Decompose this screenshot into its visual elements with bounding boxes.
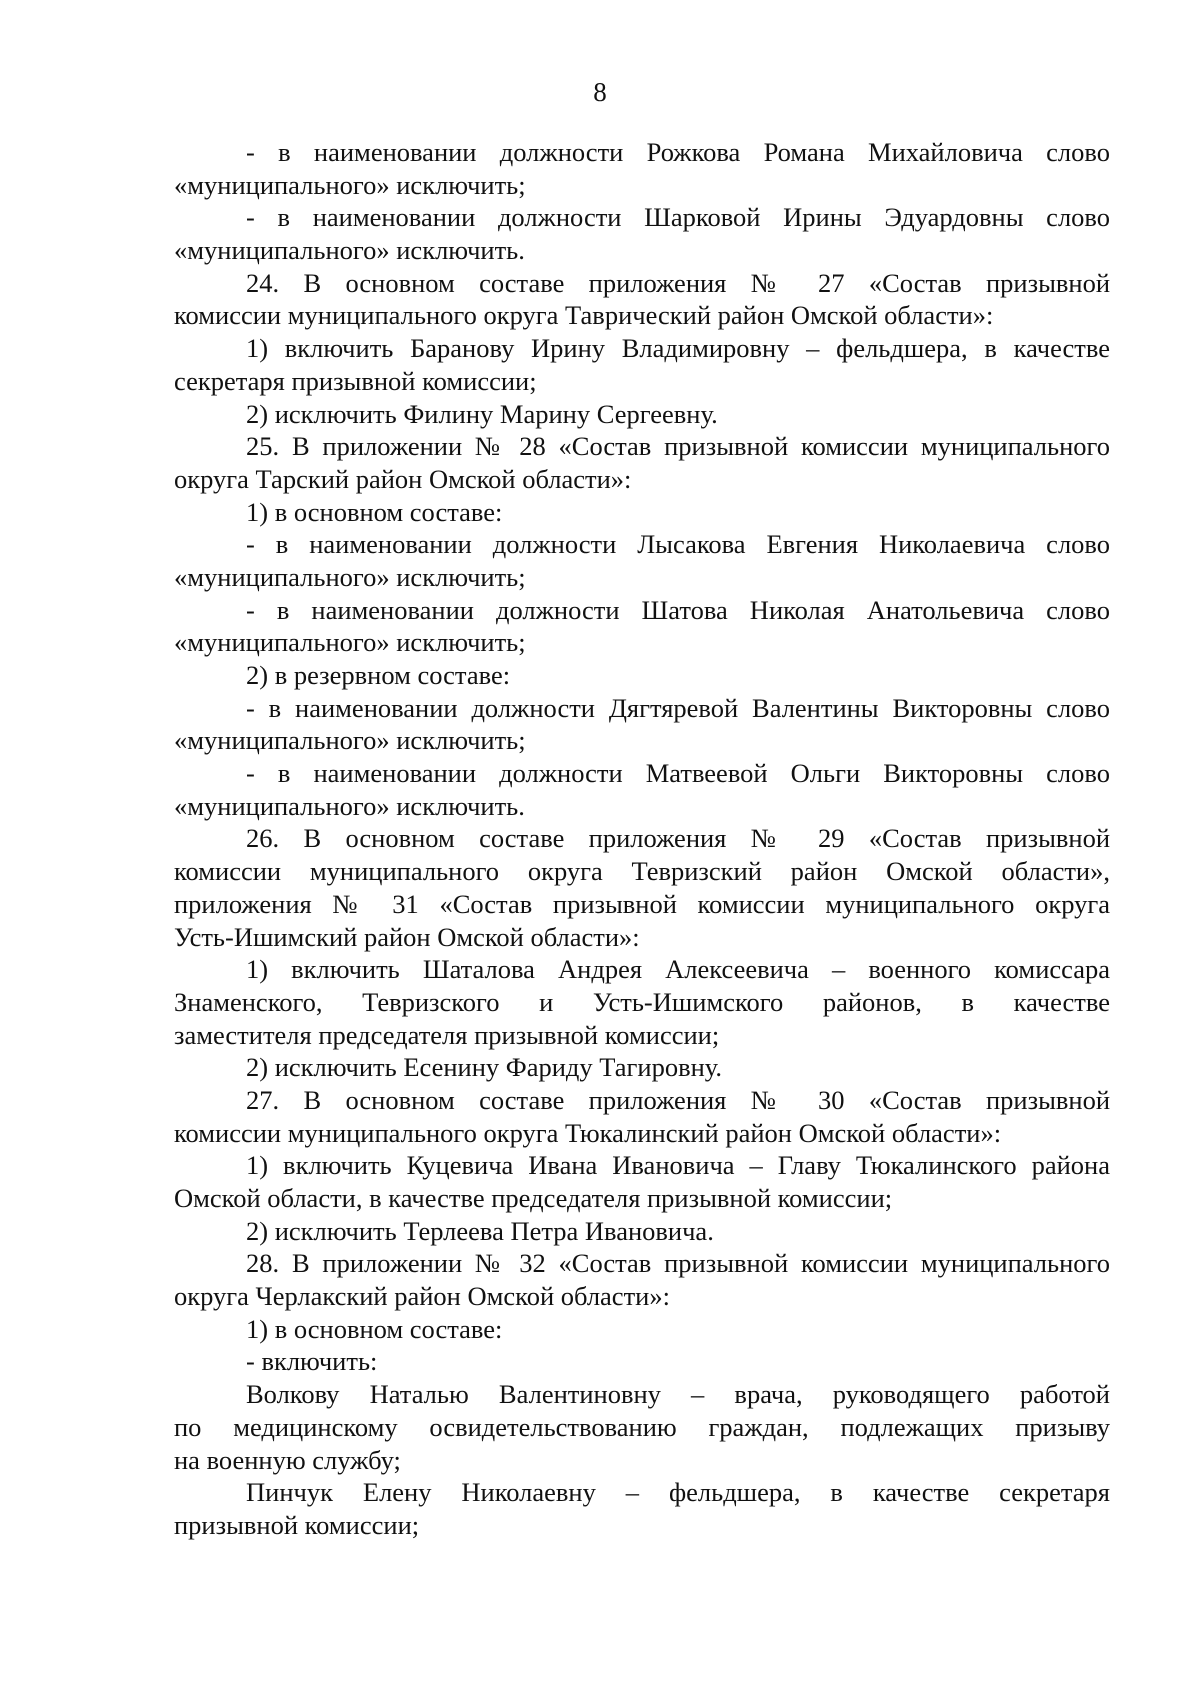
page-number: 8 bbox=[593, 77, 607, 107]
text-line: Омской области, в качестве председателя призывной комиссии; bbox=[174, 1183, 893, 1213]
text-line: Усть-Ишимский район Омской области»: bbox=[174, 921, 640, 952]
text-line: округа Тарский район Омской области»: bbox=[174, 463, 632, 494]
text-line: «муниципального» исключить; bbox=[174, 627, 526, 658]
text-line: 1) включить Шаталова Андрея Алексеевича – военного комиссара bbox=[246, 954, 1110, 985]
text-line: «муниципального» исключить. bbox=[174, 790, 525, 821]
text-line: комиссии муниципального округа Тюкалинский район Омской области»: bbox=[174, 1117, 1002, 1148]
text-line: заместителя председателя призывной комиссии; bbox=[174, 1019, 720, 1050]
document-body bbox=[174, 136, 1110, 1542]
text-line: 26. В основном составе приложения № 29 «Состав призывной bbox=[246, 823, 1110, 854]
text-line: приложения № 31 «Состав призывной комиссии муниципального округа bbox=[174, 888, 1110, 919]
text-line: «муниципального» исключить; bbox=[174, 169, 526, 200]
text-line: 2) исключить Филину Марину Сергеевну. bbox=[246, 398, 718, 429]
text-line: 27. В основном составе приложения № 30 «Состав призывной bbox=[246, 1084, 1110, 1115]
text-line: «муниципального» исключить; bbox=[174, 725, 526, 756]
text-line: секретаря призывной комиссии; bbox=[174, 365, 537, 396]
text-line: 1) в основном составе: bbox=[246, 1313, 503, 1344]
text-line: - в наименовании должности Шарковой Ирины Эдуардовны слово bbox=[246, 202, 1110, 233]
text-line: комиссии муниципального округа Тевризский район Омской области», bbox=[174, 856, 1110, 887]
text-line: 28. В приложении № 32 «Состав призывной комиссии муниципального bbox=[246, 1248, 1110, 1279]
text-line: 2) исключить Есенину Фариду Тагировну. bbox=[246, 1052, 723, 1083]
text-line: - в наименовании должности Матвеевой Ольги Викторовны слово bbox=[246, 758, 1110, 789]
text-line: - в наименовании должности Лысакова Евгения Николаевича слово bbox=[246, 529, 1110, 560]
text-line: - включить: bbox=[246, 1346, 378, 1377]
text-line: 1) в основном составе: bbox=[246, 496, 503, 527]
text-line: 25. В приложении № 28 «Состав призывной комиссии муниципального bbox=[246, 431, 1110, 462]
text-line: - в наименовании должности Дягтяревой Валентины Викторовны слово bbox=[246, 692, 1110, 723]
text-line: 24. В основном составе приложения № 27 «Состав призывной bbox=[246, 267, 1110, 298]
text-line: 1) включить Куцевича Ивана Ивановича – Главу Тюкалинского района bbox=[246, 1150, 1110, 1181]
text-line: комиссии муниципального округа Таврический район Омской области»: bbox=[174, 300, 994, 331]
text-line: - в наименовании должности Шатова Николая Анатольевича слово bbox=[246, 594, 1110, 625]
text-line: 2) исключить Терлеева Петра Ивановича. bbox=[246, 1215, 714, 1246]
text-line: Волкову Наталью Валентиновну – врача, руководящего работой bbox=[246, 1379, 1110, 1410]
text-line: Пинчук Елену Николаевну – фельдшера, в качестве секретаря bbox=[246, 1477, 1110, 1508]
text-line: на военную службу; bbox=[174, 1444, 401, 1475]
text-line: по медицинскому освидетельствованию граждан, подлежащих призыву bbox=[174, 1411, 1110, 1442]
text-line: Знаменского, Тевризского и Усть-Ишимского районов, в качестве bbox=[174, 986, 1110, 1017]
text-line: округа Черлакский район Омской области»: bbox=[174, 1281, 670, 1312]
text-line: - в наименовании должности Рожкова Романа Михайловича слово bbox=[246, 137, 1110, 167]
text-line: 2) в резервном составе: bbox=[246, 660, 511, 690]
text-line: призывной комиссии; bbox=[174, 1509, 420, 1540]
text-line: «муниципального» исключить. bbox=[174, 235, 525, 266]
text-line: 1) включить Баранову Ирину Владимировну – фельдшера, в качестве bbox=[246, 333, 1110, 364]
text-line: «муниципального» исключить; bbox=[174, 561, 526, 592]
